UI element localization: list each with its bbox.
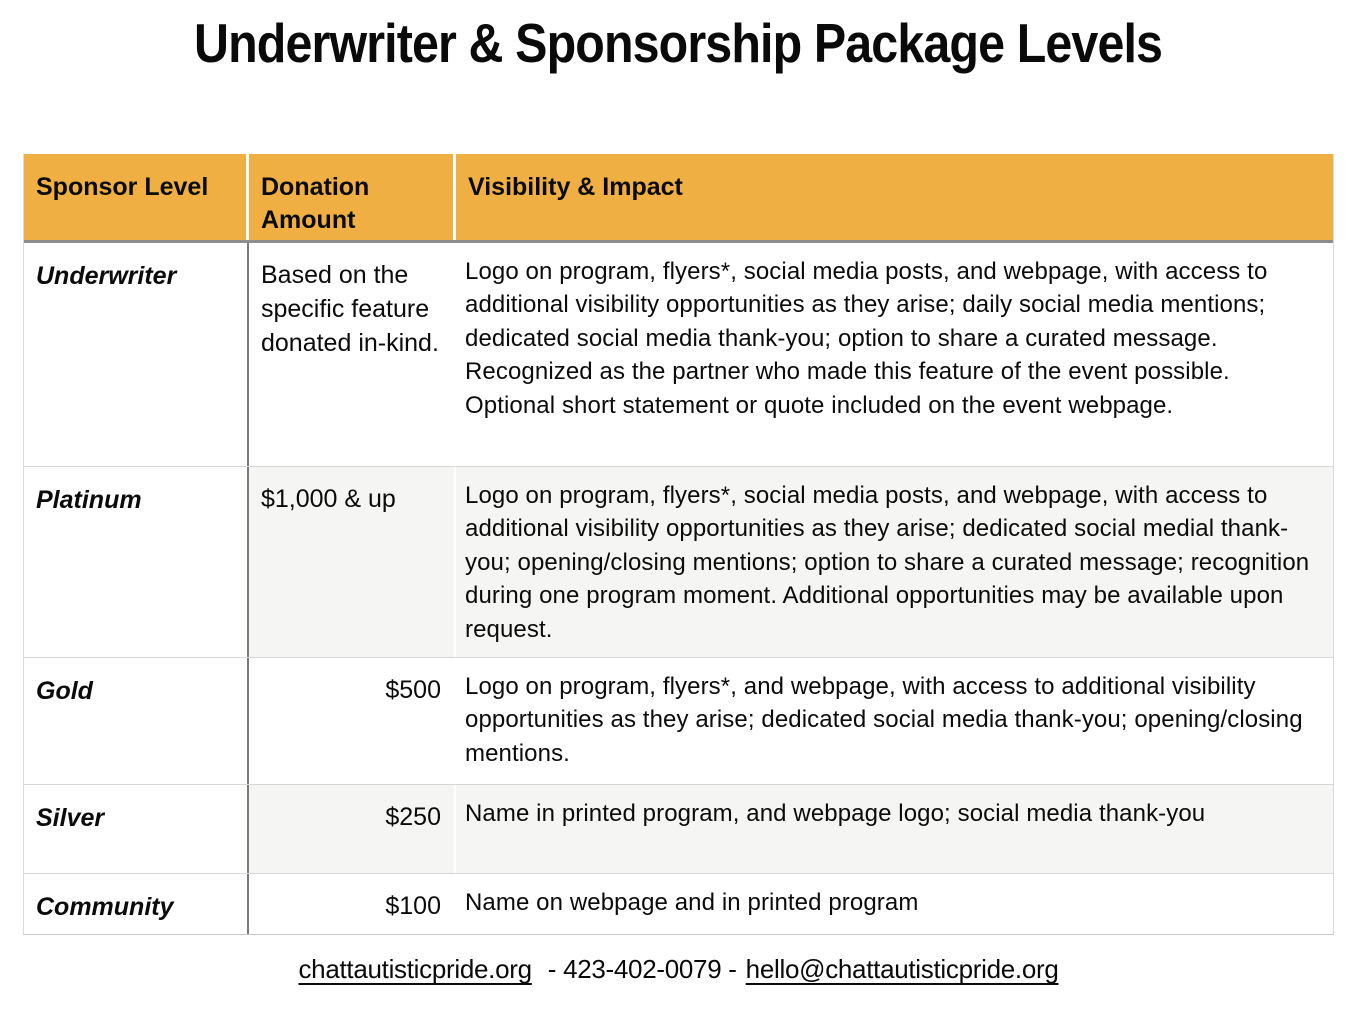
email-link[interactable]: hello@chattautisticpride.org: [745, 954, 1059, 984]
sponsor-level-cell: Underwriter: [24, 243, 249, 466]
visibility-impact-cell: Name in printed program, and webpage logo; social media thank-you: [456, 785, 1333, 873]
sponsor-level-cell: Gold: [24, 658, 249, 784]
donation-amount-cell: Based on the specific feature donated in-kind.: [249, 243, 456, 466]
page-title: [0, 10, 1357, 76]
sponsor-level-cell: Silver: [24, 785, 249, 873]
footer-phone: - 423-402-0079 -: [547, 954, 737, 984]
sponsorship-table: [23, 154, 1334, 935]
website-link[interactable]: chattautisticpride.org: [298, 954, 532, 984]
sponsor-level-cell: Platinum: [24, 467, 249, 657]
column-header-visibility-impact: Visibility & Impact: [468, 173, 683, 201]
table-row-gold: [24, 657, 1333, 784]
donation-amount-cell: $500: [249, 658, 456, 784]
table-row-underwriter: [24, 243, 1333, 466]
visibility-impact-cell: Logo on program, flyers*, social media posts, and webpage, with access to additional visibility opportunities as they arise; daily social media mentions; dedicated social media thank-you; option to share a curated message. Recognized as the partner who made this feature of the event possible. Optional short statement or quote included on the event webpage.: [456, 243, 1333, 466]
sponsor-level-cell: Community: [24, 874, 249, 934]
table-body: [24, 243, 1333, 934]
page-title-text: Underwriter & Sponsorship Package Levels: [194, 12, 1163, 74]
visibility-impact-cell: Logo on program, flyers*, and webpage, with access to additional visibility opportunities as they arise; dedicated social media thank-you; opening/closing mentions.: [456, 658, 1333, 784]
donation-amount-cell: $250: [249, 785, 456, 873]
donation-amount-cell: $100: [249, 874, 456, 934]
table-header-row: [24, 154, 1333, 243]
footer: [0, 954, 1357, 985]
table-row-platinum: [24, 466, 1333, 657]
column-header-donation-amount: Donation Amount: [249, 154, 456, 240]
column-header-sponsor-level: Sponsor Level: [24, 154, 249, 240]
visibility-impact-cell: Name on webpage and in printed program: [456, 874, 1333, 934]
table-row-silver: [24, 784, 1333, 873]
table-row-community: [24, 873, 1333, 934]
visibility-impact-cell: Logo on program, flyers*, social media posts, and webpage, with access to additional visibility opportunities as they arise; dedicated social medial thank-you; opening/closing mentions; option to share a curated message; recognition during one program moment. Additional opportunities may be available upon request.: [456, 467, 1333, 657]
donation-amount-cell: $1,000 & up: [249, 467, 456, 657]
